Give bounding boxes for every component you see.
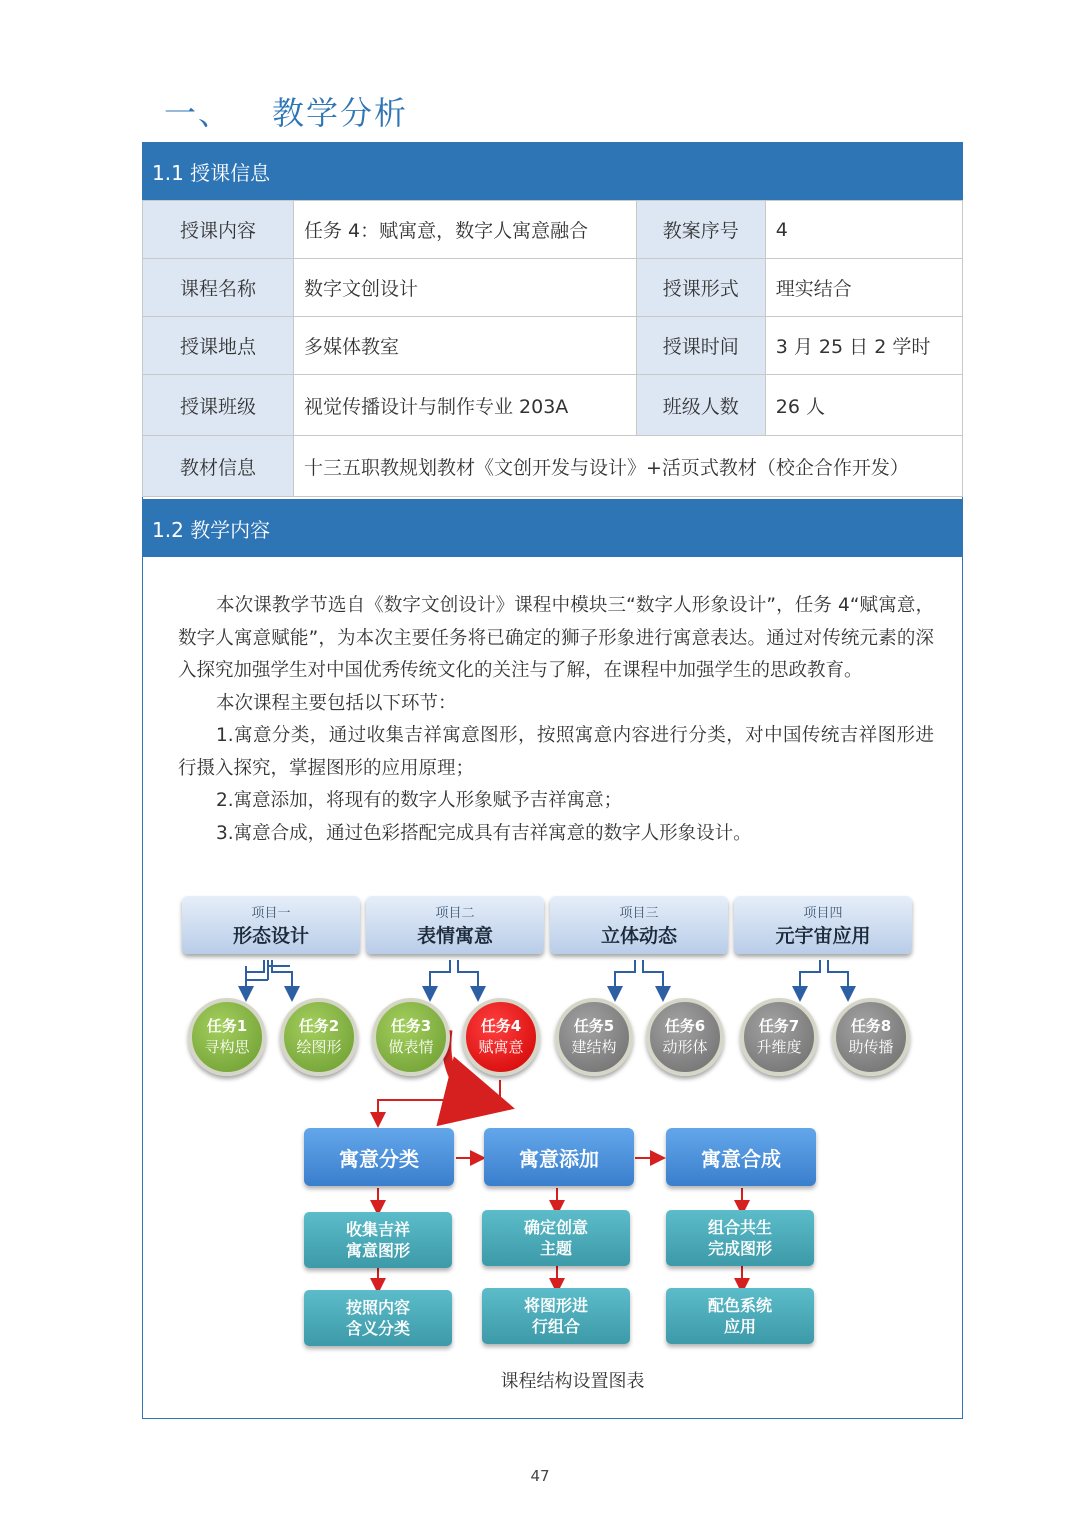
task-number: 任务4	[480, 1017, 522, 1035]
section-band-1-title: 1.1 授课信息	[152, 160, 271, 185]
label-cell: 教材信息	[143, 436, 294, 497]
table-row	[143, 375, 963, 436]
stage-card: 寓意添加	[484, 1128, 634, 1186]
task-number: 任务8	[850, 1017, 892, 1035]
task-circle	[646, 998, 724, 1076]
value-cell: 3 月 25 日 2 学时	[765, 317, 962, 375]
label-cell: 班级人数	[636, 375, 765, 436]
project-title: 元宇宙应用	[775, 925, 871, 947]
task-circle	[832, 998, 910, 1076]
section-band-1	[142, 142, 963, 200]
task-name: 升维度	[756, 1038, 802, 1056]
section-number: 一、	[164, 94, 233, 132]
value-cell: 多媒体教室	[294, 317, 637, 375]
task-name: 寻构思	[204, 1038, 250, 1056]
project-title: 立体动态	[600, 925, 677, 947]
value-cell: 26 人	[765, 375, 962, 436]
step-box: 配色系统 应用	[666, 1288, 814, 1344]
task-number: 任务3	[390, 1017, 432, 1035]
task-circle-highlighted	[462, 998, 540, 1076]
label-cell: 授课内容	[143, 201, 294, 259]
table-row	[143, 317, 963, 375]
figure-caption: 课程结构设置图表	[500, 1371, 645, 1392]
section-title: 教学分析	[272, 94, 409, 132]
task-circle	[740, 998, 818, 1076]
stage-card: 寓意分类	[304, 1128, 454, 1186]
value-cell: 十三五职教规划教材《文创开发与设计》+活页式教材（校企合作开发）	[294, 436, 963, 497]
page-number: 47	[530, 1467, 550, 1485]
label-cell: 授课时间	[636, 317, 765, 375]
paragraph: 本次课程主要包括以下环节：	[216, 692, 457, 714]
step-box: 收集吉祥 寓意图形	[304, 1212, 452, 1268]
project-title: 形态设计	[232, 925, 309, 947]
project-number: 项目一	[251, 906, 291, 921]
value-cell: 理实结合	[765, 259, 962, 317]
course-structure-diagram	[180, 890, 940, 1360]
step-box: 确定创意 主题	[482, 1210, 630, 1266]
task-number: 任务1	[206, 1017, 248, 1035]
project-number: 项目四	[803, 906, 843, 921]
project-number: 项目二	[435, 906, 475, 921]
project-card	[550, 896, 728, 954]
label-cell: 授课地点	[143, 317, 294, 375]
task-name: 做表情	[388, 1038, 434, 1056]
step-box: 组合共生 完成图形	[666, 1210, 814, 1266]
value-cell: 视觉传播设计与制作专业 203A	[294, 375, 637, 436]
task-name: 助传播	[848, 1038, 894, 1056]
task-name: 建结构	[571, 1038, 617, 1056]
task-name: 绘图形	[296, 1038, 342, 1056]
paragraph: 1.寓意分类，通过收集吉祥寓意图形，按照寓意内容进行分类，对中国传统吉祥图形进行摄入探究，掌握图形的应用原理；	[178, 725, 934, 779]
paragraph: 2.寓意添加，将现有的数字人形象赋予吉祥寓意；	[216, 790, 623, 811]
step-box: 将图形进 行组合	[482, 1288, 630, 1344]
step-box: 按照内容 含义分类	[304, 1290, 452, 1346]
task-name: 动形体	[662, 1038, 708, 1056]
teaching-content	[178, 590, 934, 850]
task-number: 任务2	[298, 1017, 340, 1035]
section-band-2-title: 1.2 教学内容	[152, 517, 271, 542]
label-cell: 授课形式	[636, 259, 765, 317]
table-row	[143, 201, 963, 259]
paragraph: 本次课教学节选自《数字文创设计》课程中模块三“数字人形象设计”，任务 4“赋寓意，数字人寓意赋能”，为本次主要任务将已确定的狮子形象进行寓意表达。通过对传统元素的深入探究加强学生对中国优秀传统文化的关注与了解，在课程中加强学生的思政教育。	[178, 595, 934, 681]
task-number: 任务6	[664, 1017, 706, 1035]
project-card	[182, 896, 360, 954]
value-cell: 任务 4：赋寓意，数字人寓意融合	[294, 201, 637, 259]
stage-card: 寓意合成	[666, 1128, 816, 1186]
project-title: 表情寓意	[416, 925, 493, 947]
task-circle	[555, 998, 633, 1076]
value-cell: 4	[765, 201, 962, 259]
table-row	[143, 259, 963, 317]
project-card	[366, 896, 544, 954]
task-circle	[372, 998, 450, 1076]
task-circle	[280, 998, 358, 1076]
project-number: 项目三	[619, 906, 659, 921]
task-name: 赋寓意	[478, 1038, 524, 1056]
table-row	[143, 436, 963, 497]
label-cell: 授课班级	[143, 375, 294, 436]
label-cell: 教案序号	[636, 201, 765, 259]
project-task-connectors	[246, 960, 848, 994]
task-circle	[188, 998, 266, 1076]
project-card	[734, 896, 912, 954]
section-band-2	[142, 499, 963, 557]
task-number: 任务7	[758, 1017, 800, 1035]
task-number: 任务5	[573, 1017, 615, 1035]
section-heading	[164, 88, 408, 134]
value-cell: 数字文创设计	[294, 259, 637, 317]
paragraph: 3.寓意合成，通过色彩搭配完成具有吉祥寓意的数字人形象设计。	[216, 822, 752, 844]
label-cell: 课程名称	[143, 259, 294, 317]
course-info-table	[142, 200, 963, 497]
